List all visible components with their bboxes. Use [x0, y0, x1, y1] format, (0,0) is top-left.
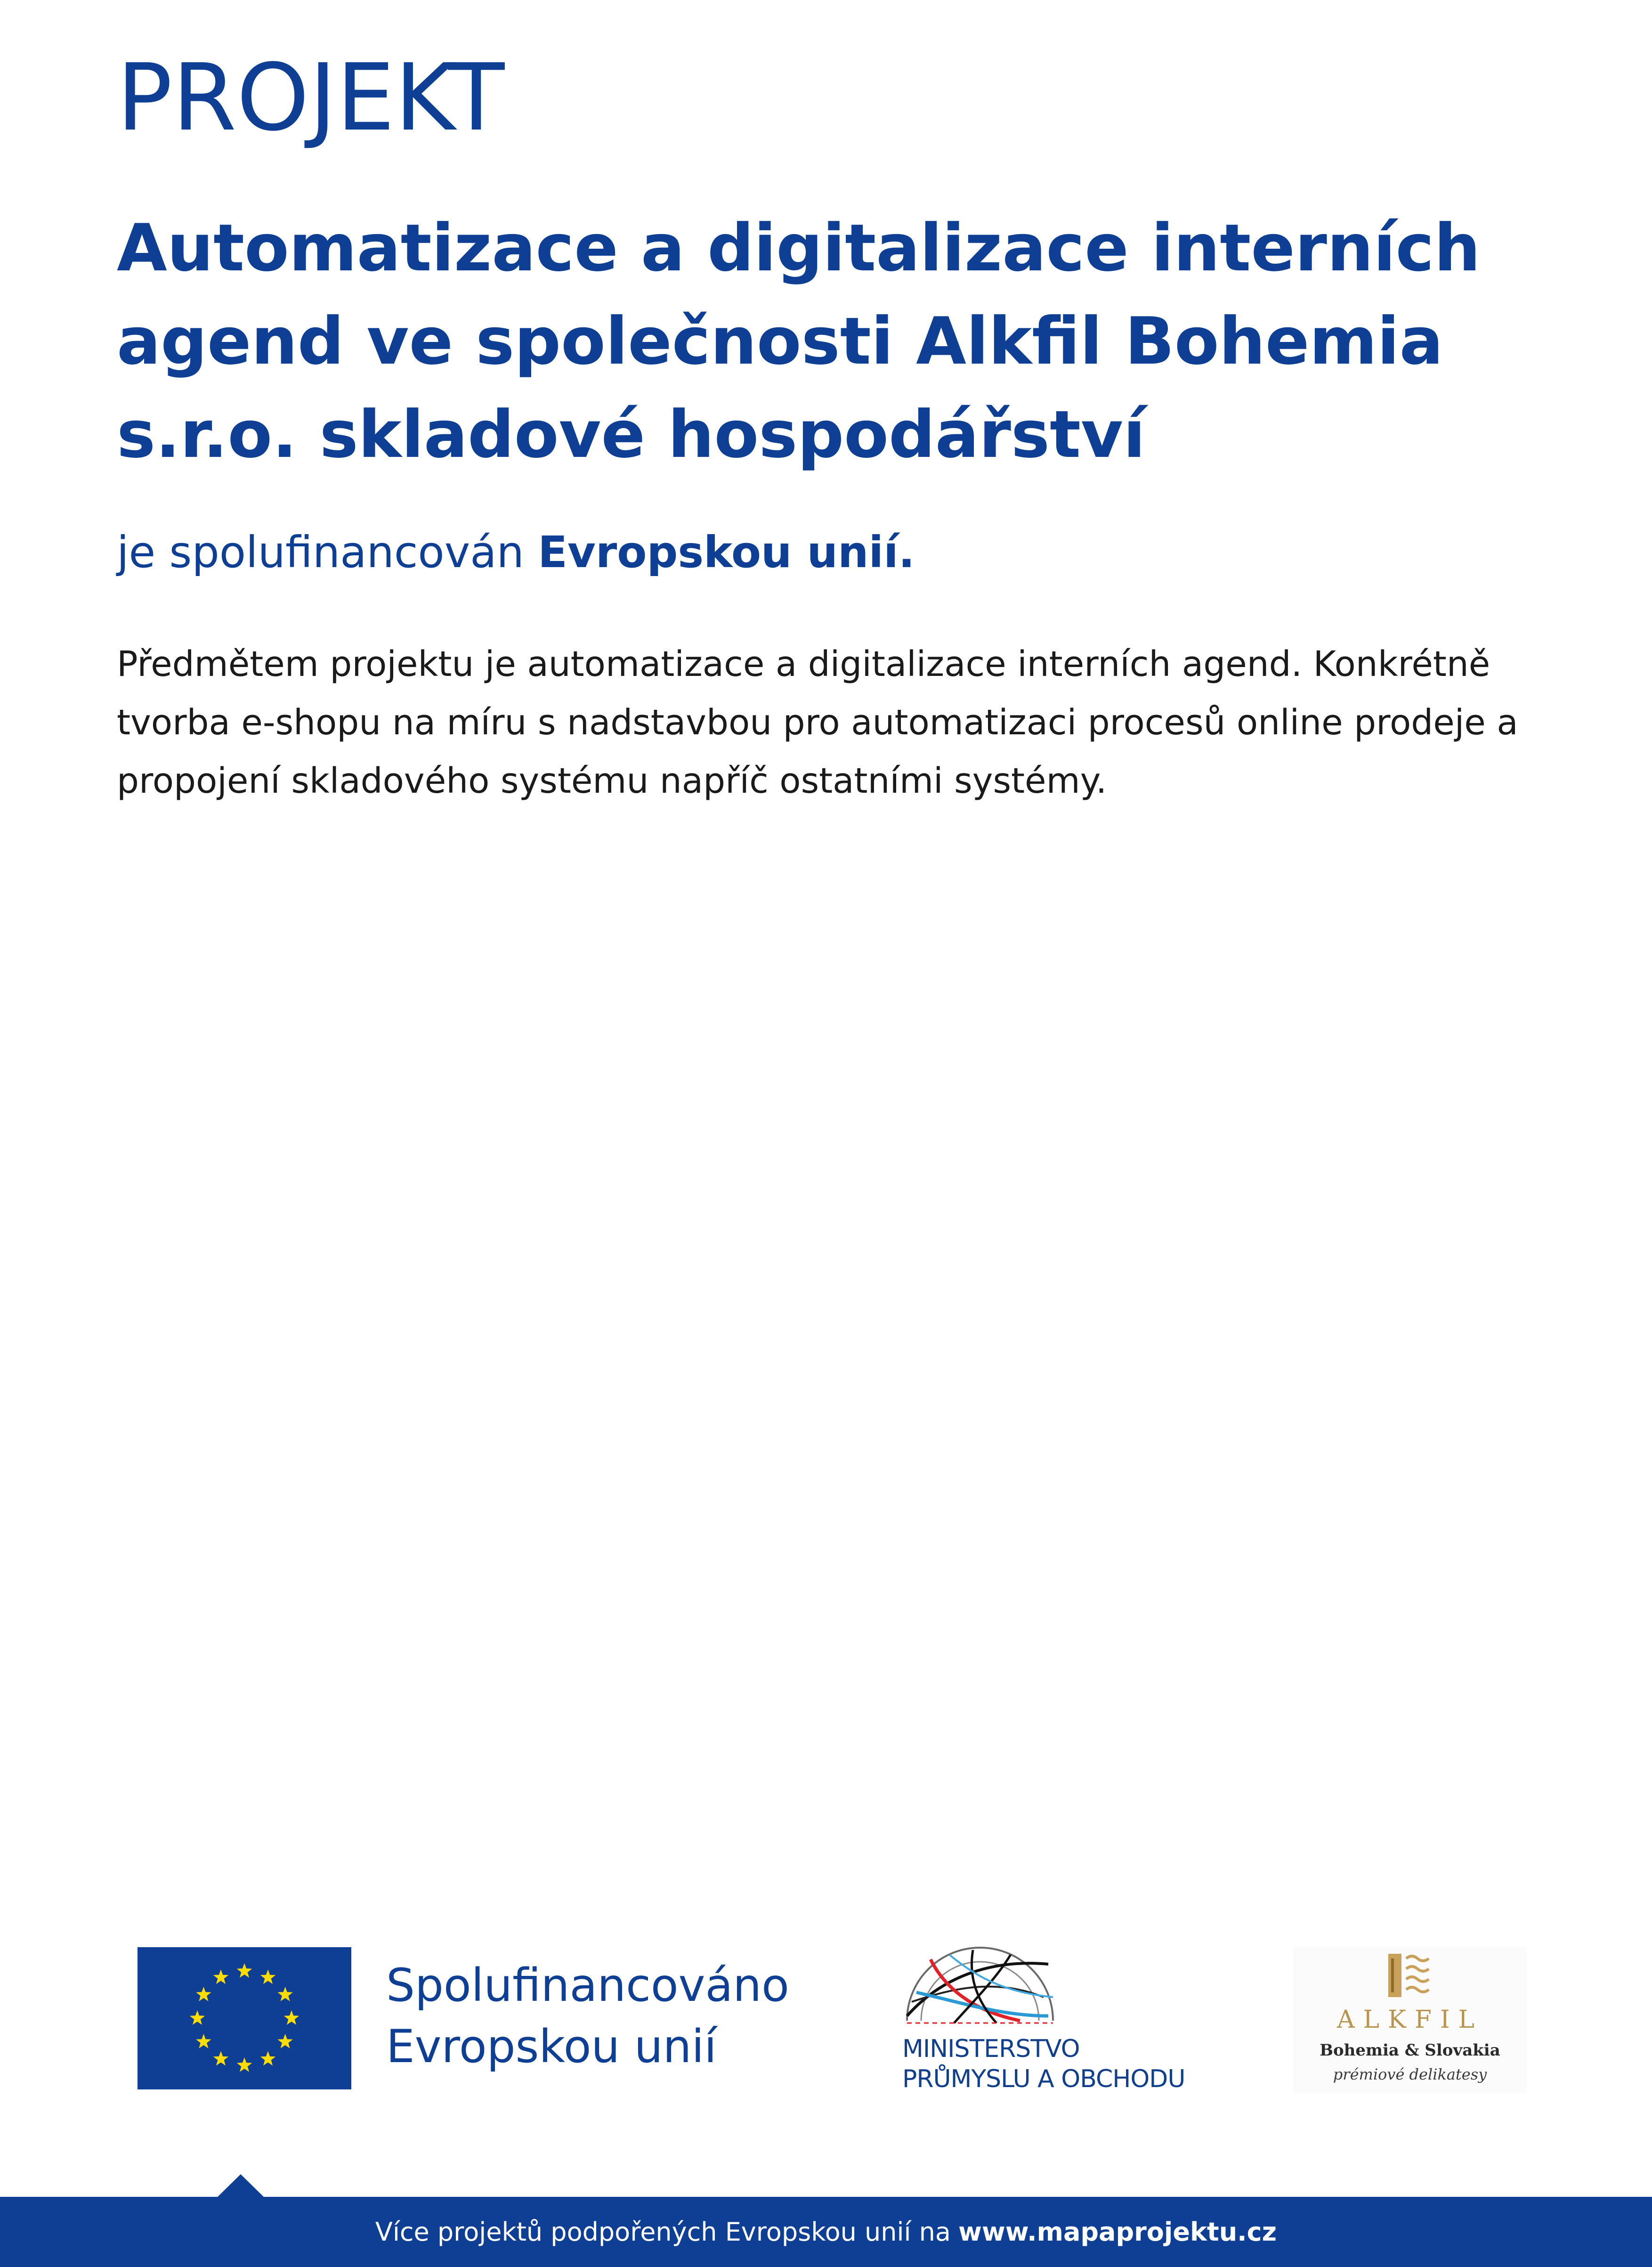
mpo-logo-line-1: MINISTERSTVO [902, 2035, 1080, 2063]
eu-logo-text [386, 1955, 789, 2077]
project-title: Automatizace a digitalizace interních agend ve společnosti Alkfil Bohemia s.r.o. skladové hospodářství [117, 210, 1481, 472]
mpo-logo-line-2: PRŮMYSLU A OBCHODU [902, 2065, 1185, 2093]
eu-logo-line-1: Spolufinancováno [386, 1959, 789, 2012]
footer [0, 2197, 1652, 2267]
alkfil-emblem-icon [1381, 1950, 1437, 2002]
cofinancing-emphasis: Evropskou unií. [538, 527, 915, 577]
page-kicker: PROJEKT [117, 44, 505, 152]
alkfil-subtitle: Bohemia & Slovakia [1320, 2041, 1500, 2060]
cofinancing-statement [117, 527, 915, 578]
eu-logo-line-2: Evropskou unií [386, 2020, 717, 2073]
mpo-logo-text [902, 2034, 1185, 2094]
alkfil-tagline: prémiové delikatesy [1333, 2065, 1487, 2083]
footer-text: Více projektů podpořených Evropskou unií na [375, 2217, 951, 2247]
eu-flag-icon [138, 1947, 351, 2089]
mpo-globe-icon [902, 1945, 1058, 2025]
cofinancing-prefix: je spolufinancován [117, 527, 524, 577]
project-description: Předmětem projektu je automatizace a digitalizace interních agend. Konkrétně tvorba e-shopu na míru s nadstavbou pro automatizaci procesů online prodeje a propojení skladového systému napříč ostatními systémy. [117, 644, 1518, 801]
alkfil-name: ALKFIL [1336, 2006, 1483, 2034]
footer-link[interactable]: www.mapaprojektu.cz [958, 2217, 1277, 2247]
footer-notch-icon [215, 2171, 267, 2200]
